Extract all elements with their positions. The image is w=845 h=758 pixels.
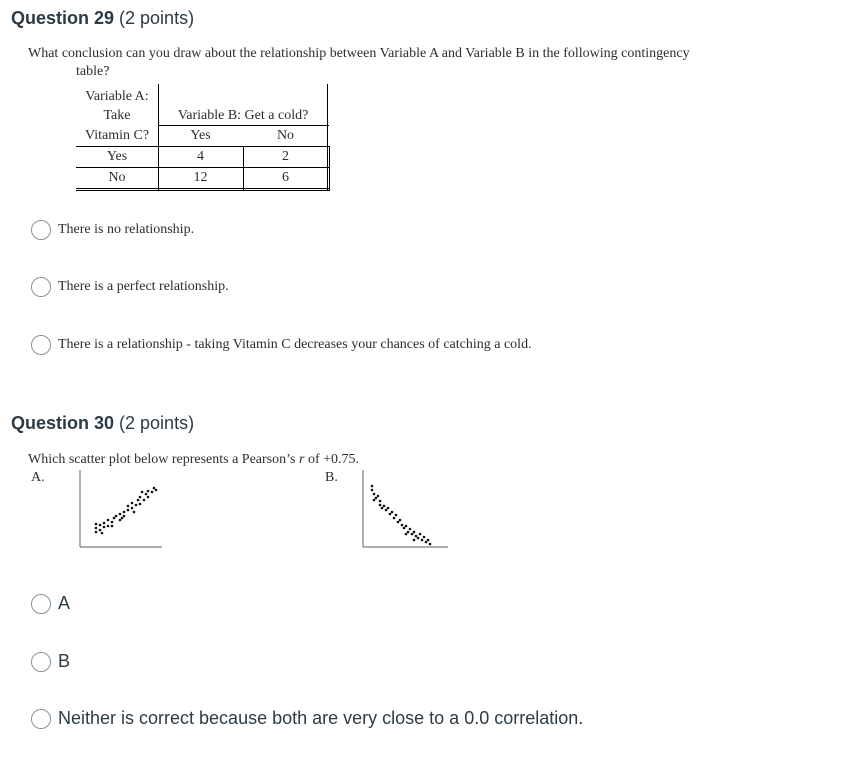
scatter-dot [139, 496, 142, 499]
table-line-row1-bottom [76, 167, 329, 168]
scatter-dot [371, 489, 374, 492]
scatter-dot [403, 527, 406, 530]
scatter-dot [379, 500, 382, 503]
row-header-line1: Variable A: [85, 89, 149, 104]
scatter-dot [137, 499, 140, 502]
scatter-dot [95, 531, 98, 534]
scatter-dot [413, 531, 416, 534]
cell-yes-yes: 4 [197, 149, 204, 164]
scatter-dot [425, 541, 428, 544]
scatter-dot [147, 490, 150, 493]
scatter-dot [133, 511, 136, 514]
row-header-line3: Vitamin C? [84, 128, 150, 143]
plot-b-points [371, 485, 432, 546]
scatter-dot [113, 517, 116, 520]
q29-option-2[interactable] [31, 277, 229, 297]
q29-option-1-radio[interactable] [31, 220, 51, 240]
q29-option-1[interactable] [31, 220, 194, 240]
scatter-dot [405, 533, 408, 536]
plot-a-label: A. [31, 470, 45, 485]
col-header-no: No [276, 128, 295, 143]
scatter-dot [377, 495, 380, 498]
table-line-v3b [329, 146, 330, 191]
row-label-yes: Yes [106, 149, 128, 164]
scatter-dot [419, 533, 422, 536]
q30-option-2[interactable] [31, 651, 70, 672]
scatter-dot [131, 507, 134, 510]
question-30-text-before: Which scatter plot below represents a Pearson’s [28, 452, 299, 467]
scatter-dot [399, 519, 402, 522]
q30-option-3[interactable] [31, 708, 583, 729]
scatter-dot [107, 525, 110, 528]
question-29-title [11, 8, 194, 29]
scatter-dot [135, 504, 138, 507]
scatter-dot [387, 507, 390, 510]
q29-option-3-label[interactable]: There is a relationship - taking Vitamin C decreases your chances of catching a cold. [58, 337, 532, 352]
scatter-dot [373, 493, 376, 496]
scatter-dot [397, 521, 400, 524]
scatter-dot [375, 497, 378, 500]
scatter-dot [385, 509, 388, 512]
q29-option-2-label[interactable]: There is a perfect relationship. [58, 279, 229, 294]
question-29-text-line2: table? [76, 64, 110, 79]
scatter-dot [123, 515, 126, 518]
plot-a-axes [80, 470, 162, 547]
table-line-v1 [158, 84, 159, 191]
question-29-number: Question 29 [11, 8, 115, 28]
scatter-dot [95, 527, 98, 530]
q30-option-2-label[interactable]: B [58, 651, 71, 671]
scatter-dot [121, 517, 124, 520]
question-29-points: (2 points) [114, 8, 195, 28]
scatter-dot [389, 513, 392, 516]
table-line-bottom [76, 188, 329, 189]
scatter-dot [409, 528, 412, 531]
scatter-dot [111, 521, 114, 524]
scatter-dot [391, 511, 394, 514]
table-line-v2 [243, 146, 244, 191]
question-30-text [28, 452, 359, 468]
table-line-bottom2 [76, 190, 329, 191]
scatter-dot [379, 504, 382, 507]
q30-option-3-label[interactable]: Neither is correct because both are very close to a 0.0 correlation. [58, 708, 584, 728]
table-line-header-top [158, 125, 329, 126]
scatter-dot [103, 522, 106, 525]
scatter-plot-a [76, 470, 166, 550]
scatter-dot [143, 499, 146, 502]
scatter-dot [413, 539, 416, 542]
col-group-header: Variable B: Get a cold? [177, 108, 309, 123]
plot-a-points [95, 487, 158, 535]
scatter-plot-b [360, 470, 450, 550]
scatter-dot [131, 502, 134, 505]
col-header-yes: Yes [190, 128, 211, 143]
plot-b-label: B. [325, 470, 338, 485]
scatter-dot [395, 514, 398, 517]
scatter-dot [119, 519, 122, 522]
q29-option-3[interactable] [31, 335, 532, 355]
question-30-title [11, 413, 194, 434]
scatter-dot [119, 513, 122, 516]
scatter-dot [421, 539, 424, 542]
plot-b-axes [363, 470, 448, 547]
scatter-dot [407, 531, 410, 534]
scatter-dot [107, 519, 110, 522]
question-29-text-line1: What conclusion can you draw about the relationship between Variable A and Variable B in the following contingency [28, 46, 690, 61]
scatter-dot [115, 515, 118, 518]
question-30-number: Question 30 [11, 413, 115, 433]
scatter-dot [381, 507, 384, 510]
scatter-dot [145, 493, 148, 496]
cell-no-no: 6 [282, 170, 289, 185]
scatter-dot [393, 517, 396, 520]
q30-option-2-radio[interactable] [31, 652, 51, 672]
table-line-v3 [327, 84, 328, 191]
scatter-dot [427, 539, 430, 542]
cell-yes-no: 2 [282, 149, 289, 164]
scatter-dot [127, 505, 130, 508]
row-header-line2: Take [103, 108, 131, 123]
scatter-dot [99, 529, 102, 532]
scatter-dot [103, 526, 106, 529]
scatter-dot [429, 543, 432, 546]
scatter-dot [127, 509, 130, 512]
scatter-dot [147, 496, 150, 499]
q30-option-1-label[interactable]: A [58, 593, 71, 613]
scatter-dot [411, 533, 414, 536]
scatter-dot [139, 503, 142, 506]
q30-option-3-radio[interactable] [31, 709, 51, 729]
q30-option-1[interactable] [31, 593, 70, 614]
scatter-dot [405, 525, 408, 528]
scatter-dot [95, 523, 98, 526]
scatter-dot [415, 535, 418, 538]
scatter-dot [151, 491, 154, 494]
table-line-header-bottom [76, 146, 329, 147]
cell-no-yes: 12 [193, 170, 208, 185]
q30-option-1-radio[interactable] [31, 594, 51, 614]
scatter-dot [155, 489, 158, 492]
scatter-dot [123, 511, 126, 514]
row-label-no: No [108, 170, 126, 185]
scatter-dot [423, 536, 426, 539]
q29-option-2-radio[interactable] [31, 277, 51, 297]
scatter-dot [153, 487, 156, 490]
q29-option-3-radio[interactable] [31, 335, 51, 355]
scatter-dot [401, 524, 404, 527]
scatter-dot [99, 524, 102, 527]
question-30-text-after: of +0.75. [304, 452, 359, 467]
question-30-text-r: r [298, 452, 305, 467]
question-30-points: (2 points) [114, 413, 195, 433]
scatter-dot [111, 525, 114, 528]
scatter-dot [371, 485, 374, 488]
scatter-dot [141, 491, 144, 494]
scatter-dot [373, 499, 376, 502]
q29-option-1-label[interactable]: There is no relationship. [58, 222, 195, 237]
scatter-dot [101, 532, 104, 535]
scatter-dot [383, 505, 386, 508]
scatter-dot [417, 537, 420, 540]
